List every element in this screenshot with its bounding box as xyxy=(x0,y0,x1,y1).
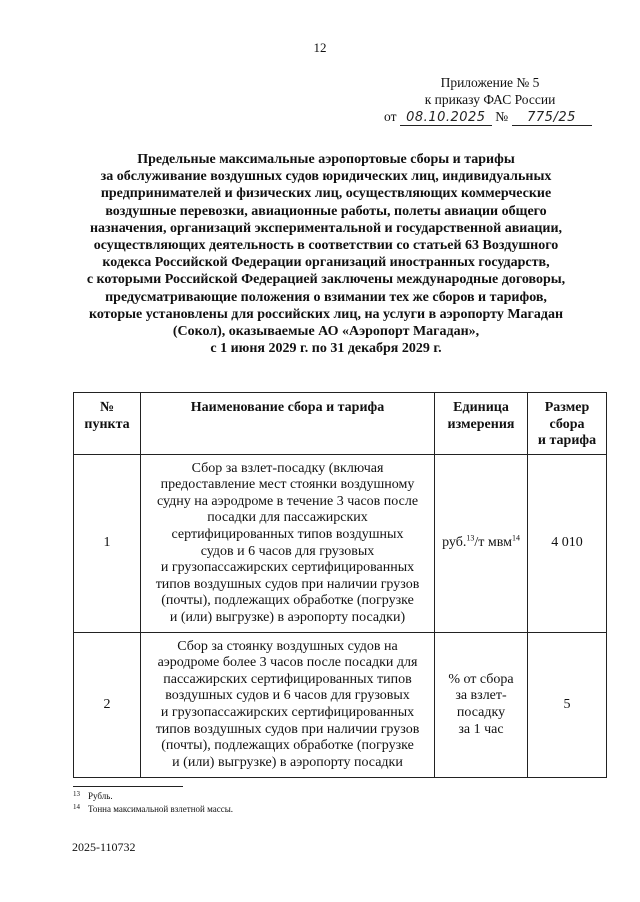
appendix-date-number-line xyxy=(384,108,600,126)
size-cell: 4 010 xyxy=(528,455,607,633)
appendix-order-ref: к приказу ФАС России xyxy=(424,92,556,107)
unit-text: руб. xyxy=(442,535,467,551)
size-cell: 5 xyxy=(528,633,607,778)
unit-cell xyxy=(435,633,528,778)
handwritten-order-number: 775/25 xyxy=(512,111,592,126)
fee-name-line: и (или) выгрузке) в аэропорту посадки) xyxy=(169,609,406,625)
fee-name xyxy=(141,455,435,633)
footnote-text: Тонна максимальной взлетной массы. xyxy=(88,804,233,814)
fee-name-line: судов и 6 часов для грузовых xyxy=(200,543,375,559)
header-text: № xyxy=(99,400,115,415)
fee-name-line: пассажирских сертифицированных типов xyxy=(163,671,412,687)
title-line: которые установлены для российских лиц, на услуги в аэропорту Магадан xyxy=(88,306,564,322)
footnote-ref: 13 xyxy=(466,533,475,543)
table-row xyxy=(74,455,607,633)
title-line: воздушные перевозки, авиационные работы, полеты авиации общего xyxy=(105,203,547,219)
fee-name xyxy=(141,633,435,778)
header-text: и тарифа xyxy=(537,433,597,449)
fee-name-line: воздушных судов и 6 часов для грузовых xyxy=(165,688,410,704)
footnote-ref: 14 xyxy=(511,533,520,543)
fee-name-line: (почты), подлежащих обработке (погрузке xyxy=(161,593,414,609)
table-row xyxy=(74,633,607,778)
header-text: сбора xyxy=(549,416,585,432)
header-unit xyxy=(435,393,528,455)
fee-name-line: посадки для пассажирских xyxy=(207,510,368,526)
footnote-mark: 14 xyxy=(73,803,80,811)
title-line: предусматривающие положения о взимании тех же сборов и тарифов, xyxy=(105,289,547,305)
page-number: 12 xyxy=(313,40,327,55)
title-line: с 1 июня 2029 г. по 31 декабря 2029 г. xyxy=(210,341,442,357)
fees-table xyxy=(73,392,607,778)
header-text: пункта xyxy=(84,416,130,432)
header-text: Размер xyxy=(544,400,590,415)
header-fee-name xyxy=(141,393,435,455)
handwritten-date: 08.10.2025 xyxy=(400,111,492,126)
row-number: 2 xyxy=(74,633,141,778)
title-line: Предельные максимальные аэропортовые сборы и тарифы xyxy=(137,152,515,167)
fee-name-line: типов воздушных судов при наличии грузов xyxy=(155,721,420,737)
fee-name-line: и (или) выгрузке) в аэропорту посадки xyxy=(172,754,403,770)
fee-name-line: и грузопассажирских сертифицированных xyxy=(160,560,415,576)
header-item-number xyxy=(74,393,141,455)
header-text: Наименование сбора и тарифа xyxy=(190,400,385,415)
fee-name-line: предоставление мест стоянки воздушному xyxy=(160,477,415,493)
unit-text: за взлет- xyxy=(455,688,507,704)
fee-name-line: типов воздушных судов при наличии грузов xyxy=(155,576,420,592)
title-line: осуществляющих деятельность в соответствии со статьей 63 Воздушного xyxy=(93,238,559,254)
footnotes xyxy=(73,790,233,816)
fee-name-line: аэродроме более 3 часов после посадки для xyxy=(157,655,418,671)
fee-name-line: Сбор за взлет-посадку (включая xyxy=(191,460,384,476)
row-number: 1 xyxy=(74,455,141,633)
footnote-divider xyxy=(73,786,183,787)
document-title xyxy=(86,151,566,357)
header-size xyxy=(528,393,607,455)
fee-name-line: и грузопассажирских сертифицированных xyxy=(160,705,415,720)
title-line: с которыми Российской Федерацией заключены международные договоры, xyxy=(86,272,566,288)
unit-text: посадку xyxy=(456,705,506,720)
title-line: (Сокол), оказываемые АО «Аэропорт Магадан», xyxy=(172,324,480,340)
appendix-header xyxy=(380,74,600,126)
title-line: назначения, организаций экспериментальной и государственной авиации, xyxy=(89,220,563,236)
footnote-text: Рубль. xyxy=(88,791,113,801)
fee-name-line: Сбор за стоянку воздушных судов на xyxy=(177,638,398,654)
appendix-title: Приложение № 5 xyxy=(440,75,540,90)
number-label: № xyxy=(495,109,509,124)
from-label: от xyxy=(384,109,397,124)
table-header-row xyxy=(74,393,607,455)
footnote xyxy=(73,803,233,816)
unit-cell xyxy=(435,455,528,633)
footnote xyxy=(73,790,233,803)
document-code: 2025-110732 xyxy=(72,840,136,854)
unit-text: % от сбора xyxy=(448,671,514,687)
header-text: Единица xyxy=(453,400,509,415)
fee-name-line: сертифицированных типов воздушных xyxy=(171,526,404,542)
title-line: за обслуживание воздушных судов юридических лиц, индивидуальных xyxy=(100,169,552,185)
unit-text: за 1 час xyxy=(458,721,504,737)
fee-name-line: судну на аэродроме в течение 3 часов после xyxy=(156,493,419,509)
title-line: кодекса Российской Федерации организаций иностранных государств, xyxy=(102,255,550,271)
header-text: измерения xyxy=(447,416,515,432)
title-line: предпринимателей и физических лиц, осуществляющих коммерческие xyxy=(100,186,552,202)
footnote-mark: 13 xyxy=(73,790,80,798)
fee-name-line: (почты), подлежащих обработке (погрузке xyxy=(161,738,414,754)
unit-text: /т мвм xyxy=(474,535,512,551)
